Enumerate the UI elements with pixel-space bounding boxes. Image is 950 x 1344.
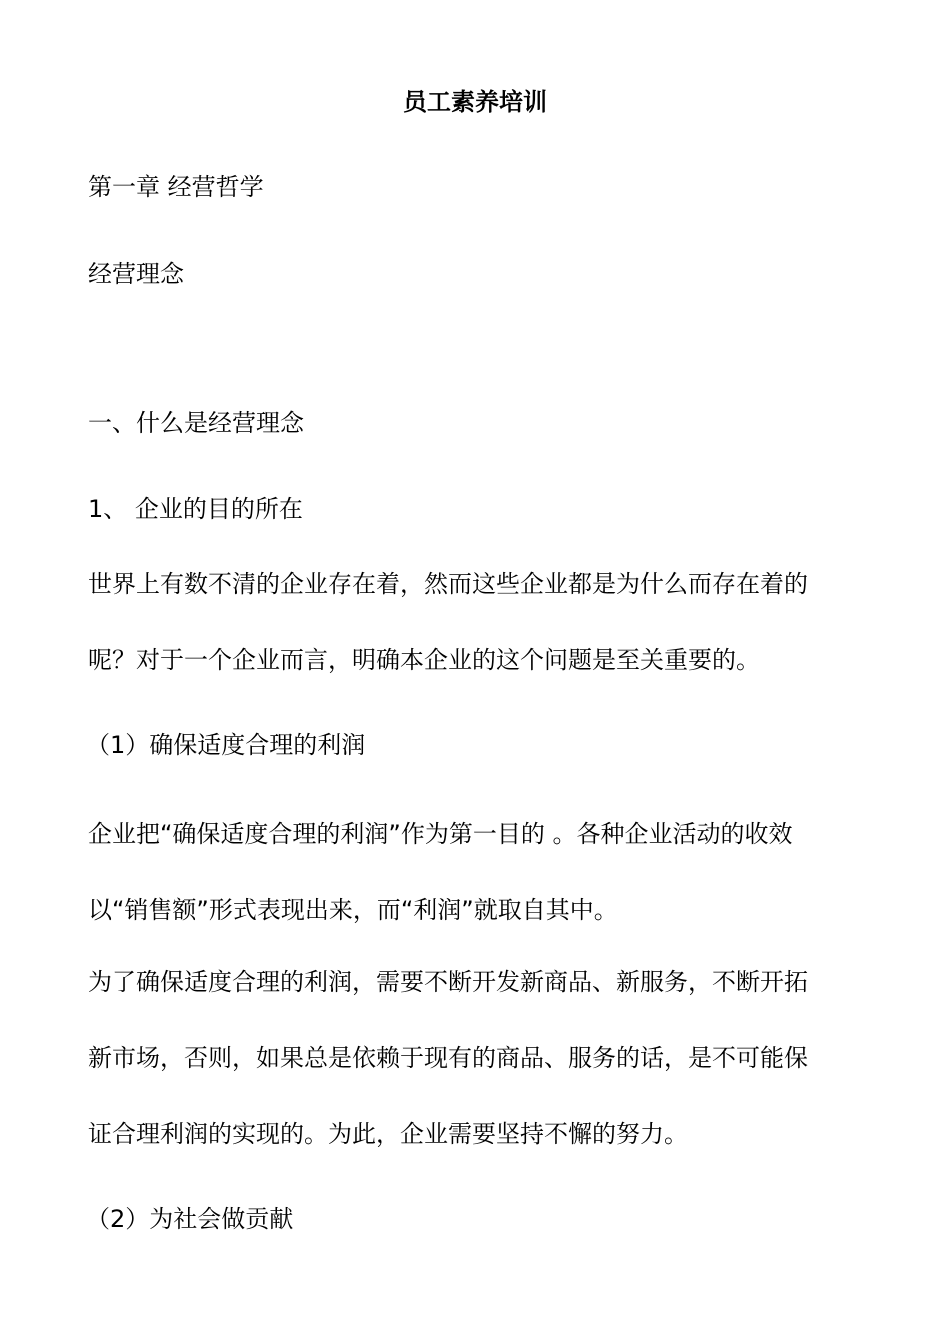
paragraph-2-line-2: 以“销售额”形式表现出来，而“利润”就取自其中。 <box>88 896 618 924</box>
subheading-purpose: 1、 企业的目的所在 <box>88 495 303 523</box>
paragraph-3-line-2: 新市场，否则，如果总是依赖于现有的商品、服务的话，是不可能保 <box>88 1044 808 1072</box>
item-2-heading: （2）为社会做贡献 <box>86 1205 294 1233</box>
paragraph-3-line-1: 为了确保适度合理的利润，需要不断开发新商品、新服务，不断开拓 <box>88 968 808 996</box>
paragraph-3-line-3: 证合理利润的实现的。为此，企业需要坚持不懈的努力。 <box>88 1120 688 1148</box>
paragraph-2-line-1: 企业把“确保适度合理的利润”作为第一目的 。各种企业活动的收效 <box>88 820 793 848</box>
section-heading: 经营理念 <box>88 260 184 288</box>
paragraph-1-line-2: 呢？对于一个企业而言，明确本企业的这个问题是至关重要的。 <box>88 646 760 674</box>
heading-what-is-philosophy: 一、什么是经营理念 <box>88 409 304 437</box>
document-title: 员工素养培训 <box>403 88 547 116</box>
item-1-heading: （1）确保适度合理的利润 <box>86 731 366 759</box>
chapter-heading: 第一章 经营哲学 <box>88 173 264 201</box>
paragraph-1-line-1: 世界上有数不清的企业存在着，然而这些企业都是为什么而存在着的 <box>88 570 808 598</box>
